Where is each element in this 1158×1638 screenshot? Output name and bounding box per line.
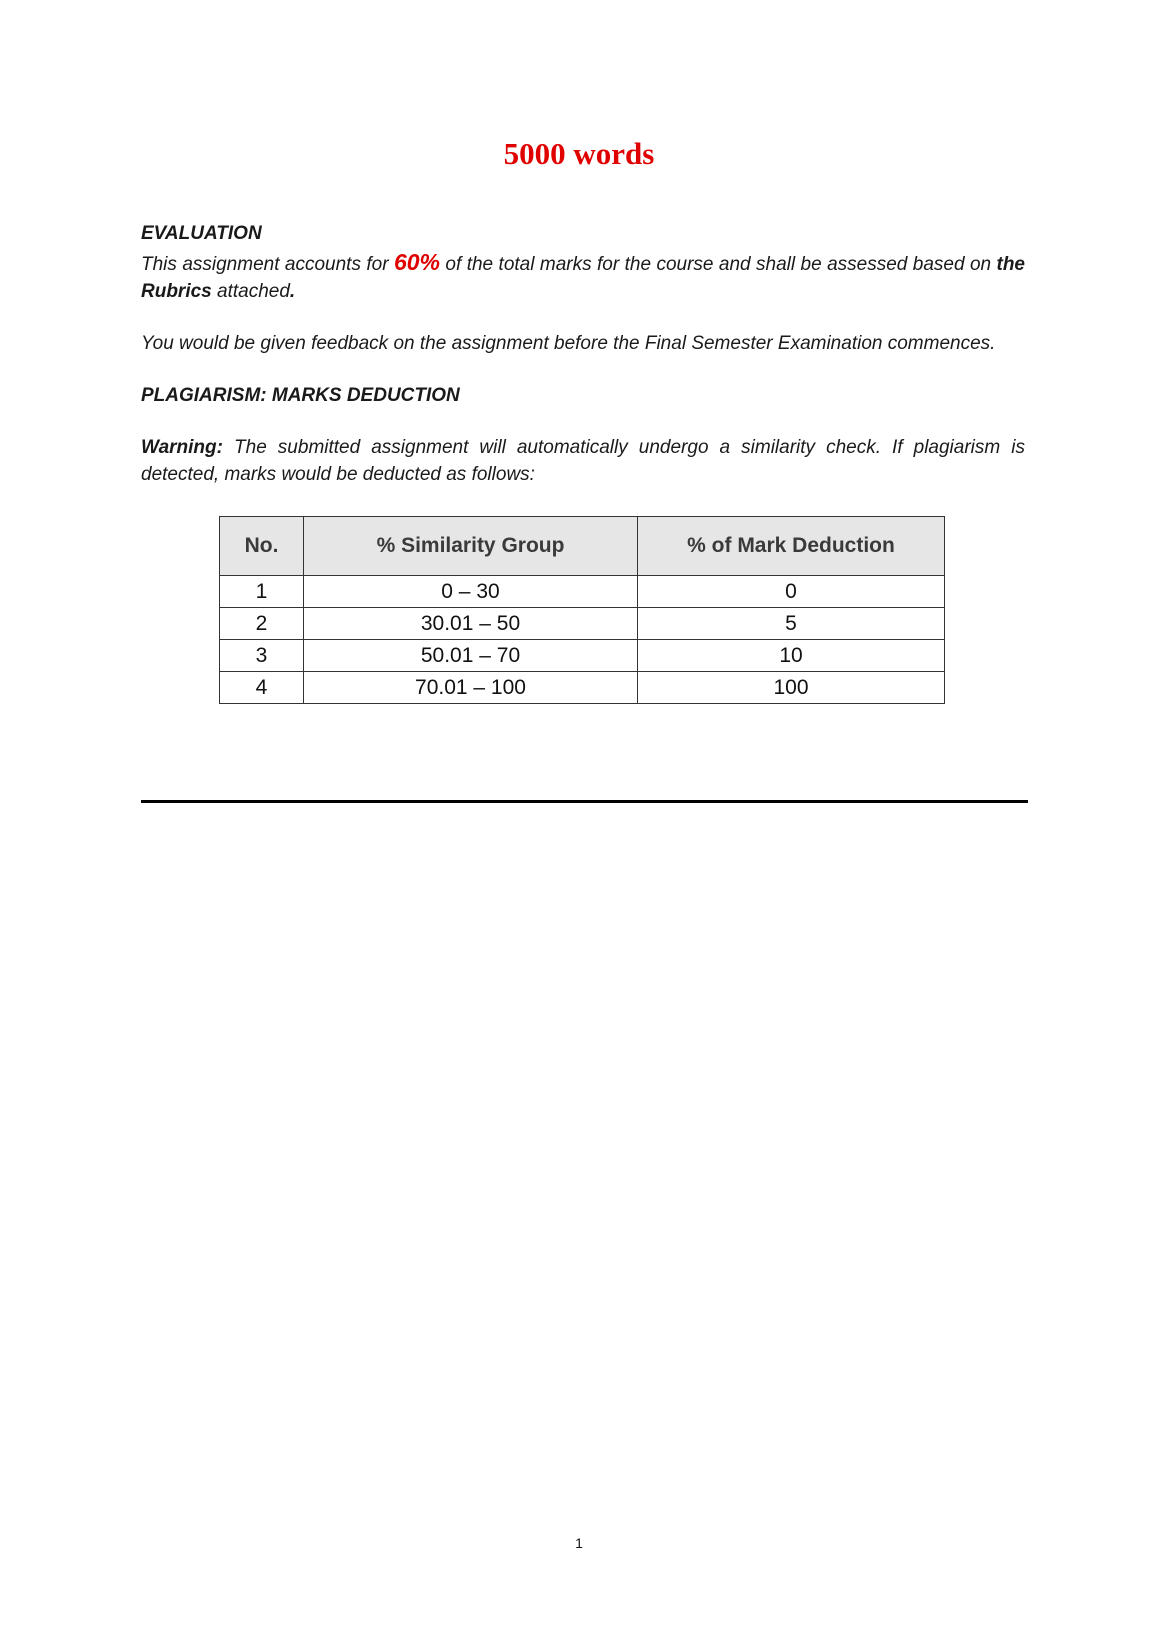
evaluation-percent: 60% [393,249,441,275]
similarity-deduction-table [219,516,945,704]
page-number: 1 [575,1535,583,1551]
cell-similarity-group: 0 – 30 [304,576,638,608]
feedback-paragraph: You would be given feedback on the assignment before the Final Semester Examination commences. [141,333,996,354]
header-similarity-group: % Similarity Group [304,517,638,576]
cell-no: 4 [220,672,304,704]
table-row [220,672,945,704]
page-title: 5000 words [503,136,655,171]
header-no: No. [220,517,304,576]
rubrics-reference: the Rubrics [141,254,1025,302]
cell-no: 2 [220,608,304,640]
horizontal-divider [141,800,1028,803]
table-row [220,640,945,672]
warning-paragraph [141,434,1025,488]
warning-text: The submitted assignment will automatically undergo a similarity check. If plagiarism is detected, marks would be deducted as follows: [141,437,1025,485]
cell-similarity-group: 70.01 – 100 [304,672,638,704]
cell-no: 3 [220,640,304,672]
plagiarism-heading: PLAGIARISM: MARKS DEDUCTION [141,385,460,406]
evaluation-heading: EVALUATION [141,223,262,244]
evaluation-paragraph [141,249,1025,305]
cell-similarity-group: 30.01 – 50 [304,608,638,640]
evaluation-text-end: . [289,281,296,302]
header-mark-deduction: % of Mark Deduction [638,517,945,576]
warning-label: Warning: [141,437,223,458]
cell-mark-deduction: 5 [638,608,945,640]
document-body [141,220,1025,488]
cell-mark-deduction: 10 [638,640,945,672]
evaluation-text-middle: of the total marks for the course and shall be assessed based on [440,254,997,275]
table-row [220,576,945,608]
cell-mark-deduction: 0 [638,576,945,608]
table-row [220,608,945,640]
cell-similarity-group: 50.01 – 70 [304,640,638,672]
evaluation-text-attached: attached [211,281,290,302]
table-header-row [220,517,945,576]
cell-no: 1 [220,576,304,608]
evaluation-text-start: This assignment accounts for [141,254,394,275]
cell-mark-deduction: 100 [638,672,945,704]
